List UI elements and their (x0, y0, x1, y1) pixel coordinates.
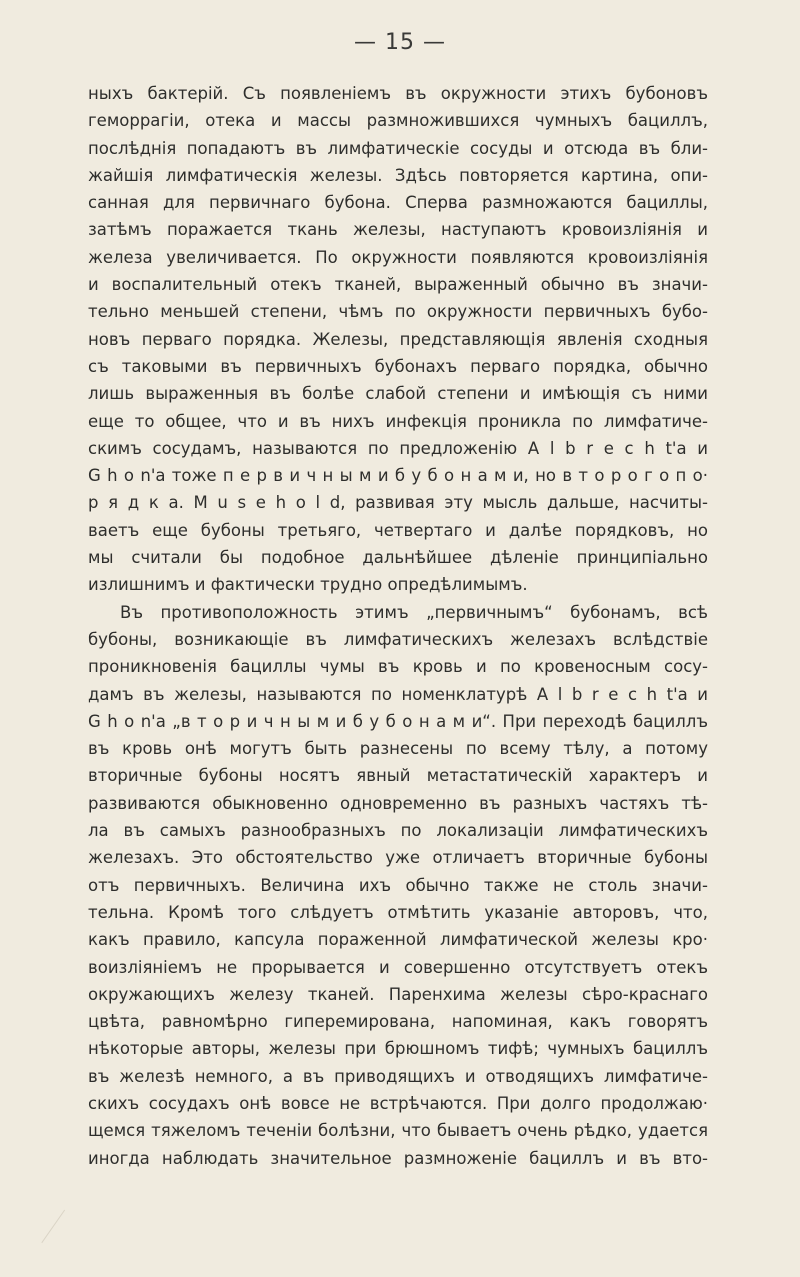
text-line: ла въ самыхъ разнообразныхъ по локализаціи лимфатическихъ (88, 821, 708, 841)
text-line: въ железѣ немного, а въ приводящихъ и отводящихъ лимфатиче- (88, 1066, 708, 1086)
text-line: какъ правило, капсула пораженной лимфатической железы кро· (88, 930, 708, 950)
text-line: цвѣта, равномѣрно гиперемирована, напоминая, какъ говорятъ (88, 1012, 708, 1032)
text-line: лишь выраженныя въ болѣе слабой степени и имѣющія съ ними (88, 384, 708, 404)
text-line: ныхъ бактерій. Съ появленіемъ въ окружности этихъ бубоновъ (88, 84, 708, 103)
text-line: проникновенія бациллы чумы въ кровь и по кровеносным сосу- (88, 657, 708, 677)
text-line: Въ противоположность этимъ „первичнымъ“ бубонамъ, всѣ (120, 602, 708, 622)
paper-mark (41, 1210, 89, 1261)
text-line: иногда наблюдать значительное размноженіе бациллъ и въ вто- (88, 1148, 708, 1168)
text-line: ваетъ еще бубоны третьяго, четвертаго и далѣе порядковъ, но (88, 520, 708, 540)
text-line: железахъ. Это обстоятельство уже отличаетъ вторичные бубоны (88, 848, 708, 868)
text-line: нѣкоторые авторы, железы при брюшномъ тифѣ; чумныхъ бациллъ (88, 1039, 708, 1059)
text-line: бубоны, возникающіе въ лимфатическихъ железахъ вслѣдствіе (88, 629, 708, 649)
text-line: новъ перваго порядка. Железы, представляющія явленія сходныя (88, 329, 708, 349)
text-line: щемся тяжеломъ теченіи болѣзни, что бываетъ очень рѣдко, удается (88, 1121, 708, 1141)
text-line: геморрагіи, отека и массы размножившихся чумныхъ бациллъ, (88, 111, 708, 131)
text-line: воизліяніемъ не прорывается и совершенно отсутствуетъ отекъ (88, 957, 708, 977)
text-line: вторичные бубоны носятъ явный метастатическій характеръ и (88, 766, 708, 786)
text-line: железа увеличивается. По окружности появляются кровоизліянія (88, 247, 708, 267)
page-number: — 15 — (354, 30, 446, 55)
text-line: и воспалительный отекъ тканей, выраженный обычно въ значи- (88, 275, 708, 295)
text-line: р я д к а. M u s e h o l d, развивая эту мысль дальше, насчиты- (88, 493, 708, 513)
text-line: скихъ сосудахъ онѣ вовсе не встрѣчаются. При долго продолжаю· (88, 1093, 708, 1113)
text-line: развиваются обыкновенно одновременно въ разныхъ частяхъ тѣ- (88, 793, 708, 813)
text-line: съ таковыми въ первичныхъ бубонахъ перваго порядка, обычно (88, 356, 708, 376)
text-line: тельно меньшей степени, чѣмъ по окружности первичныхъ бубо- (88, 302, 708, 322)
text-line: жайшія лимфатическія железы. Здѣсь повторяется картина, опи- (88, 165, 708, 185)
text-line: G h o n'a „в т о р и ч н ы м и б у б о н а м и“. При переходѣ бациллъ (88, 711, 708, 731)
text-line: послѣднія попадаютъ въ лимфатическіе сосуды и отсюда въ бли- (88, 138, 708, 158)
text-line: отъ первичныхъ. Величина ихъ обычно также не столь значи- (88, 875, 708, 895)
text-line: окружающихъ железу тканей. Паренхима железы сѣро-краснаго (88, 984, 708, 1004)
text-line: мы считали бы подобное дальнѣйшее дѣленіе принципіально (88, 548, 708, 568)
text-line: дамъ въ железы, называются по номенклатурѣ A l b r e c h t'a и (88, 684, 708, 704)
text-line: тельна. Кромѣ того слѣдуетъ отмѣтить указаніе авторовъ, что, (88, 902, 708, 922)
text-line: затѣмъ поражается ткань железы, наступаютъ кровоизліянія и (88, 220, 708, 240)
body-text (88, 80, 708, 1172)
text-line: въ кровь онѣ могутъ быть разнесены по всему тѣлу, а потому (88, 739, 708, 759)
text-line: скимъ сосудамъ, называются по предложенію A l b r e c h t'a и (88, 438, 708, 458)
text-line: G h o n'a тоже п е р в и ч н ы м и б у б о н а м и, но в т о р о г о п о· (88, 466, 708, 486)
text-line: излишнимъ и фактически трудно опредѣлимымъ. (88, 575, 528, 595)
text-line: еще то общее, что и въ нихъ инфекція проникла по лимфатиче- (88, 411, 708, 431)
text-line: санная для первичнаго бубона. Сперва размножаются бациллы, (88, 193, 708, 213)
